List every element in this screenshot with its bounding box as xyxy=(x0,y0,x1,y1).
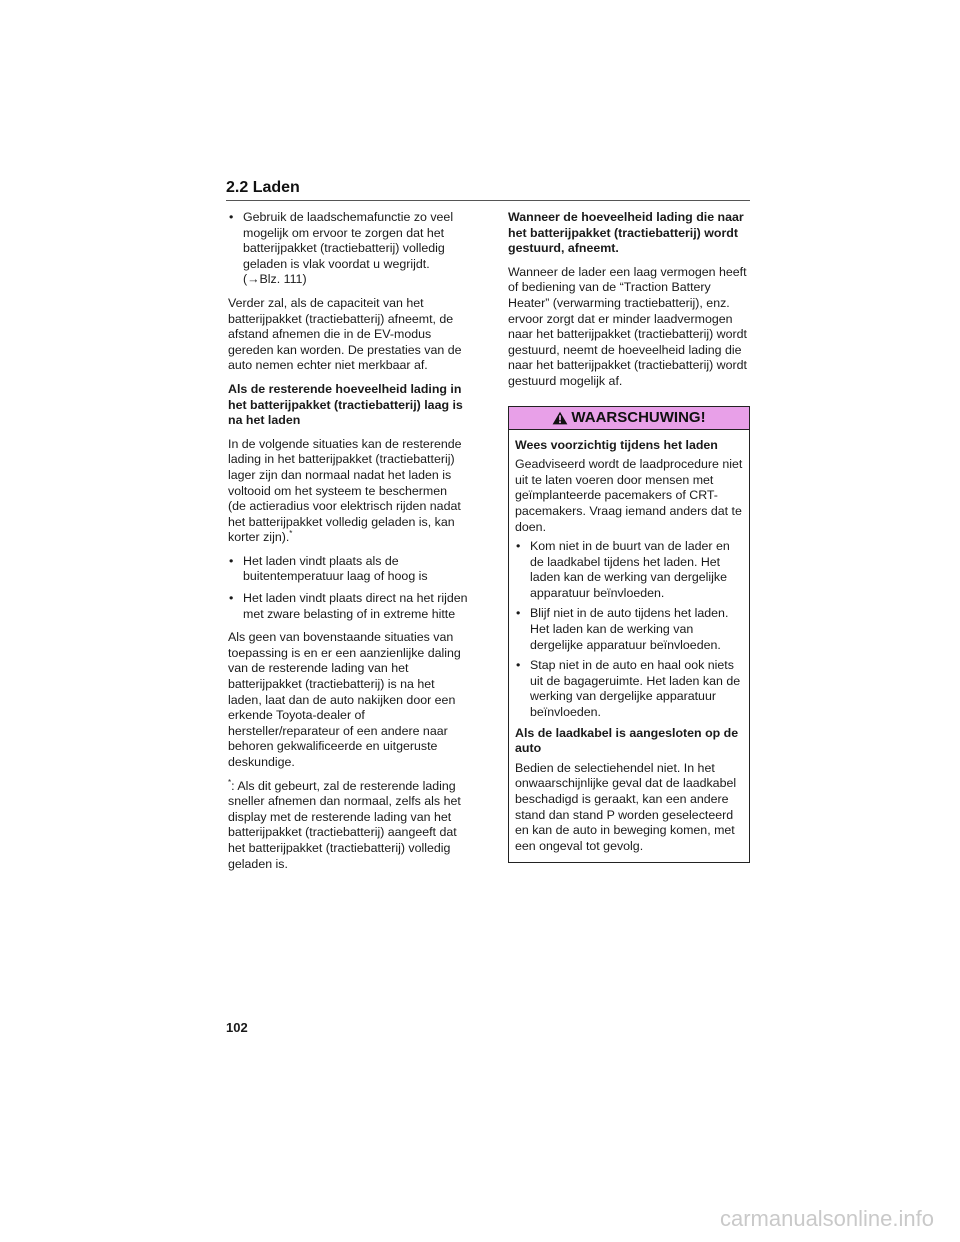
paragraph-capacity: Verder zal, als de capaciteit van het batterijpakket (tractiebatterij) afneemt, de afstand afnemen die in de EV-modus gereden kan worden. De prestaties van de auto nemen echter niet merkbaar af. xyxy=(228,295,462,373)
warning-paragraph-selector: Bedien de selectiehendel niet. In het onwaarschijnlijke geval dat de laadkabel beschadigd is geraakt, kan een andere stand dan stand P worden geselecteerd en kan de auto in beweging komen, met een ongeval tot gevolg. xyxy=(515,760,737,853)
paragraph-situations xyxy=(228,437,468,546)
paragraph-situations-text: In de volgende situaties kan de resterende lading in het batterijpakket (tractiebatterij) lager zijn dan normaal nadat het laden is voltooid om het systeem te beschermen (de actieradius voor elektrisch rijden nadat het batterijpakket volledig geladen is, kan korter zijn). xyxy=(228,436,462,545)
warning-box xyxy=(508,406,750,864)
warning-heading-careful: Wees voorzichtig tijdens het laden xyxy=(515,437,718,452)
heading-low-charge: Als de resterende hoeveelheid lading in het batterijpakket (tractiebatterij) laag is na het laden xyxy=(228,381,463,428)
footnote-marker: * xyxy=(289,529,293,539)
page-number: 102 xyxy=(226,1020,248,1035)
list-item: • Gebruik de laadschemafunctie zo veel mogelijk om ervoor te zorgen dat het batterijpakket (tractiebatterij) volledig geladen is vlak voordat u wegrijdt. (→Blz. 111) xyxy=(228,210,468,288)
footnote-text: : Als dit gebeurt, zal de resterende lading sneller afnemen dan normaal, zelfs als het display met de resterende lading van het batterijpakket (tractiebatterij) aangeeft dat het batterijpakket (tractiebatterij) volledig geladen is. xyxy=(228,778,461,871)
list-item: • Stap niet in de auto en haal ook niets uit de bagageruimte. Het laden kan de werking van dergelijke apparatuur beïnvloeden. xyxy=(515,658,743,720)
footnote xyxy=(228,779,468,873)
right-column xyxy=(508,210,750,863)
footnote-mark: * xyxy=(228,777,232,787)
list-item: • Kom niet in de buurt van de lader en de laadkabel tijdens het laden. Het laden kan de werking van dergelijke apparatuur beïnvloeden. xyxy=(515,539,743,601)
warning-body xyxy=(509,430,749,863)
header-divider xyxy=(226,200,750,201)
left-column xyxy=(228,210,468,880)
paragraph-reduced-charge: Wanneer de lader een laag vermogen heeft of bediening van de “Traction Battery Heater” (verwarming tractiebatterij), enz. ervoor zorgt dat er minder laadvermogen naar het batterijpakket (tractiebatterij) wordt gestuurd, neemt de hoeveelheid lading die naar het batterijpakket (tractiebatterij) wordt gestuurd mogelijk af. xyxy=(508,264,747,388)
list-item: • Blijf niet in de auto tijdens het laden. Het laden kan de werking van dergelijke apparatuur beïnvloeden. xyxy=(515,606,743,653)
warning-bullet-list xyxy=(515,539,743,721)
list-item: • Het laden vindt plaats direct na het rijden met zware belasting of in extreme hitte xyxy=(228,591,468,622)
situations-list xyxy=(228,554,468,622)
page-header xyxy=(226,178,750,198)
warning-header xyxy=(509,407,749,430)
list-item: • Het laden vindt plaats als de buitentemperatuur laag of hoog is xyxy=(228,554,468,585)
intro-bullet-list xyxy=(228,210,468,288)
warning-label: WAARSCHUWING! xyxy=(571,408,706,426)
warning-heading-cable: Als de laadkabel is aangesloten op de auto xyxy=(515,725,739,756)
paragraph-dealer: Als geen van bovenstaande situaties van toepassing is en er een aanzienlijke daling van de resterende lading van het batterijpakket (tractiebatterij) is na het laden, laat dan de auto nakijken door een erkende Toyota-dealer of hersteller/reparateur of een andere naar behoren gekwalificeerde en uitgeruste deskundige. xyxy=(228,630,461,769)
warning-paragraph-pacemakers: Geadviseerd wordt de laadprocedure niet uit te laten voeren door mensen met geïmplanteerde pacemakers of CRT-pacemakers. Vraag iemand anders dat te doen. xyxy=(515,457,743,534)
section-title: 2.2 Laden xyxy=(226,179,300,196)
warning-triangle-icon xyxy=(552,411,568,425)
watermark: carmanualsonline.info xyxy=(719,1206,934,1231)
heading-reduced-charge: Wanneer de hoeveelheid lading die naar het batterijpakket (tractiebatterij) wordt gestuurd, afneemt. xyxy=(508,210,744,256)
